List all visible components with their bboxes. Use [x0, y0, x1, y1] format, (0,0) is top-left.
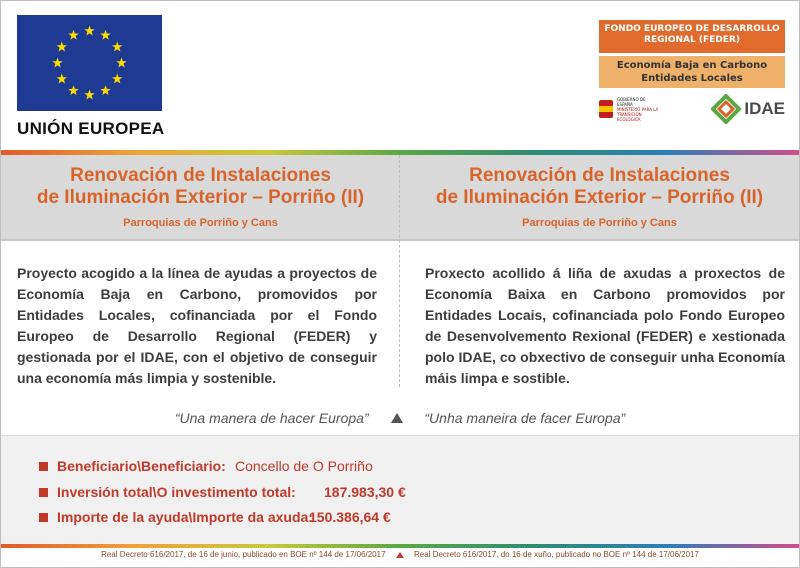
- idae-word: IDAE: [744, 99, 785, 118]
- square-bullet-icon: [39, 488, 48, 497]
- title-subtitle: Parroquias de Porriño y Cans: [123, 217, 278, 229]
- title-line2: de Iluminación Exterior – Porriño (II): [36, 187, 365, 208]
- investment-value: 187.983,30 €: [324, 484, 406, 500]
- star-icon: [52, 58, 62, 68]
- eu-caption: UNIÓN EUROPEA: [17, 119, 165, 138]
- gov-line1: GOBIERNO DE ESPAÑA: [617, 96, 646, 107]
- footer-spanish: Real Decreto 616/2017, de 16 de junio, publicado en BOE nº 144 de 17/06/2017: [101, 550, 386, 559]
- star-icon: [57, 74, 67, 84]
- title-line2: de Iluminación Exterior – Porriño (II): [435, 187, 764, 208]
- star-icon: [68, 30, 78, 40]
- feder-logos: [599, 92, 785, 126]
- idae-mark-icon: [711, 94, 741, 124]
- eu-flag: [17, 15, 162, 111]
- feder-block: [599, 20, 785, 132]
- square-bullet-icon: [39, 462, 48, 471]
- slogan-galician: “Unha maneira de facer Europa”: [424, 410, 626, 427]
- spain-shield-icon: [599, 100, 613, 118]
- title-galician: [400, 155, 799, 239]
- star-icon: [84, 90, 94, 100]
- triangle-icon: [396, 552, 404, 558]
- title-subtitle: Parroquias de Porriño y Cans: [522, 217, 677, 229]
- title-line1: Renovación de Instalaciones: [469, 165, 730, 186]
- star-icon: [100, 85, 110, 95]
- star-icon: [57, 42, 67, 52]
- slogans: [1, 409, 799, 426]
- star-icon: [100, 30, 110, 40]
- eu-block: [17, 15, 167, 139]
- bottom-color-divider: [1, 544, 799, 548]
- body-spanish: Proyecto acogido a la línea de ayudas a proyectos de Economía Baja en Carbono, promovidos por Entidades Locales, cofinanciada por el Fondo Europeo de Desarrollo Regional (FEDER) y gestionada por el IDAE, con el objetivo de conseguir una economía más limpia y sostenible.: [17, 265, 377, 386]
- star-icon: [112, 74, 122, 84]
- triangle-icon: [391, 413, 403, 423]
- eu-stars-icon: [17, 15, 162, 111]
- idae-logo: [711, 94, 785, 124]
- square-bullet-icon: [39, 513, 48, 522]
- title-spanish: [1, 155, 400, 239]
- star-icon: [116, 58, 126, 68]
- investment-row: [39, 484, 406, 500]
- legal-footer: [1, 550, 799, 559]
- government-logo: [599, 97, 661, 122]
- body-galician: Proxecto acollido á liña de axudas a proxectos de Economía Baixa en Carbono promovidos por Entidades Locais, cofinanciada polo Fondo Europeo de Desenvolvemento Rexional (FEDER) e xestionada polo IDAE, co obxectivo de conseguir unha Economía máis limpa e sostible.: [425, 265, 785, 386]
- column-divider: [399, 155, 401, 387]
- star-icon: [68, 85, 78, 95]
- beneficiary-label: Beneficiario\Beneficiario:: [57, 458, 226, 474]
- beneficiary-value: Concello de O Porriño: [235, 458, 373, 474]
- star-icon: [84, 26, 94, 36]
- aid-label: Importe de la ayuda\Importe da axuda:: [57, 509, 313, 525]
- investment-label: Inversión total\O investimento total:: [57, 484, 296, 500]
- beneficiary-band: [1, 435, 799, 544]
- footer-galician: Real Decreto 616/2017, do 16 de xuño, publicado no BOE nº 144 de 17/06/2017: [414, 550, 699, 559]
- feder-fund-label: FONDO EUROPEO DE DESARROLLO REGIONAL (FEDER): [599, 20, 785, 53]
- title-line1: Renovación de Instalaciones: [70, 165, 331, 186]
- star-icon: [112, 42, 122, 52]
- slogan-spanish: “Una manera de hacer Europa”: [174, 410, 369, 427]
- gov-line2: MINISTERIO PARA LA TRANSICIÓN ECOLÓGICA: [617, 106, 659, 122]
- feder-program-label: Economía Baja en Carbono Entidades Locales: [599, 56, 785, 88]
- aid-row: [39, 509, 391, 525]
- aid-value: 150.386,64 €: [309, 509, 391, 525]
- beneficiary-row: [39, 458, 373, 474]
